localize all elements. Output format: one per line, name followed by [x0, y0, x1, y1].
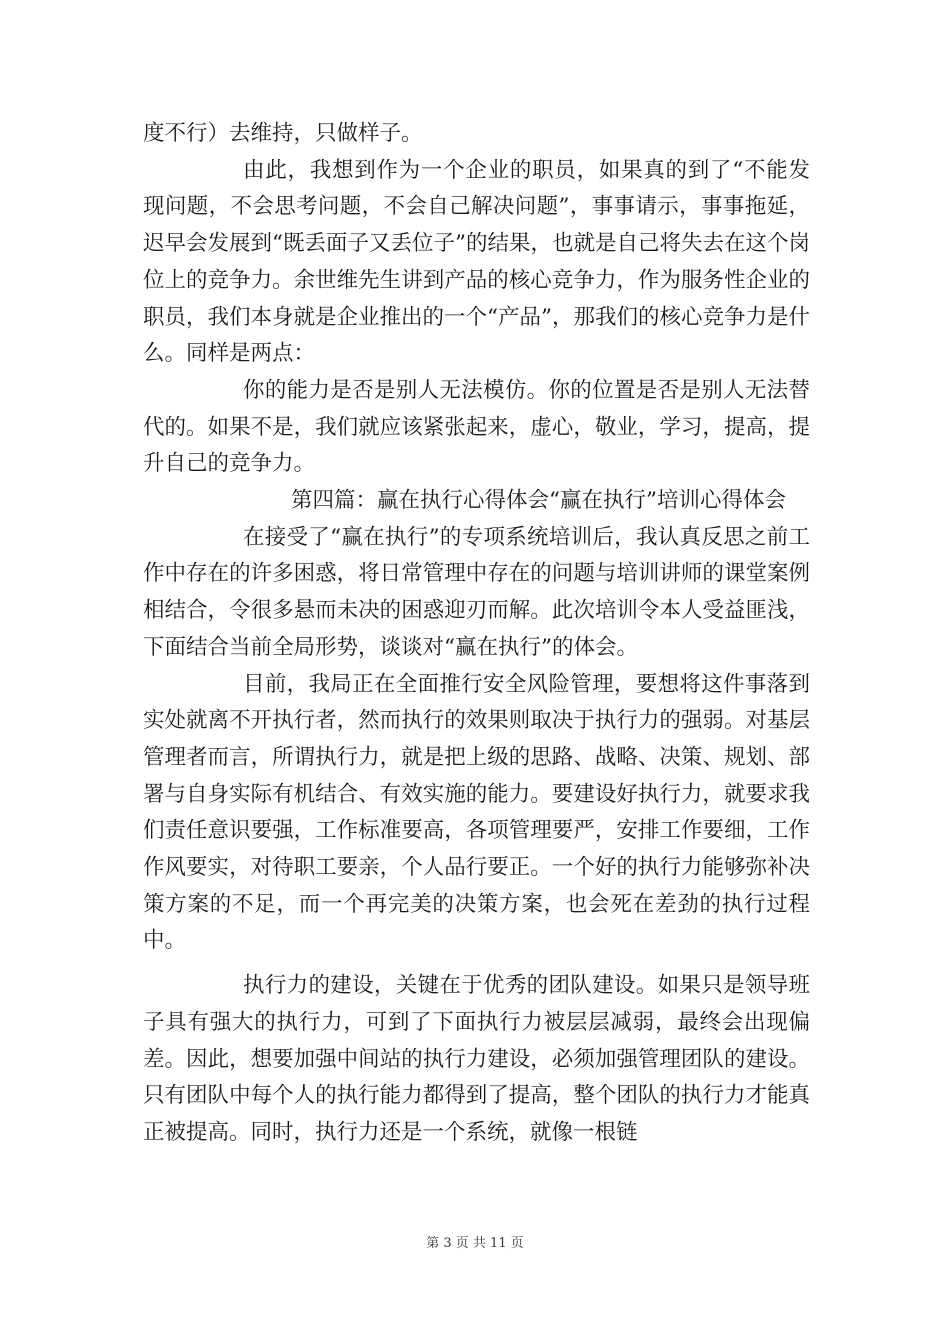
paragraph-ability: 你的能力是否是别人无法模仿。你的位置是否是别人无法替代的。如果不是，我们就应该紧张起来，虚心，敬业，学习，提高，提升自己的竞争力。: [143, 377, 810, 477]
paragraph-continuation: 度不行）去维持，只做样子。: [143, 121, 423, 146]
paragraph-training: 在接受了“赢在执行”的专项系统培训后，我认真反思之前工作中存在的许多困惑，将日常管理中存在的问题与培训讲师的课堂案例相结合，令很多悬而未决的困惑迎刃而解。此次培训令本人受益匪浅，下面结合当前全局形势，谈谈对“赢在执行”的体会。: [143, 524, 810, 660]
document-body: [143, 116, 810, 1152]
paragraph-team-building: 执行力的建设，关键在于优秀的团队建设。如果只是领导班子具有强大的执行力，可到了下面执行力被层层减弱，最终会出现偏差。因此，想要加强中间站的执行力建设，必须加强管理团队的建设。只有团队中每个人的执行能力都得到了提高，整个团队的执行力才能真正被提高。同时，执行力还是一个系统，就像一根链: [143, 973, 810, 1145]
paragraph-competitiveness: 由此，我想到作为一个企业的职员，如果真的到了“不能发现问题，不会思考问题，不会自己解决问题”，事事请示，事事拖延，迟早会发展到“既丢面子又丢位子”的结果，也就是自己将失去在这个岗位上的竞争力。余世维先生讲到产品的核心竞争力，作为服务性企业的职员，我们本身就是企业推出的一个“产品”，那我们的核心竞争力是什么。同样是两点：: [143, 157, 810, 367]
page-number: 第 3 页 共 11 页: [426, 1236, 524, 1251]
paragraph-execution-definition: 目前，我局正在全面推行安全风险管理，要想将这件事落到实处就离不开执行者，然而执行的效果则取决于执行力的强弱。对基层管理者而言，所谓执行力，就是把上级的思路、战略、决策、规划、部署与自身实际有机结合、有效实施的能力。要建设好执行力，就要求我们责任意识要强，工作标准要高，各项管理要严，安排工作要细，工作作风要实，对待职工要亲，个人品行要正。一个好的执行力能够弥补决策方案的不足，而一个再完美的决策方案，也会死在差劲的执行过程中。: [143, 671, 810, 954]
section-heading: 第四篇：赢在执行心得体会“赢在执行”培训心得体会: [291, 488, 786, 514]
